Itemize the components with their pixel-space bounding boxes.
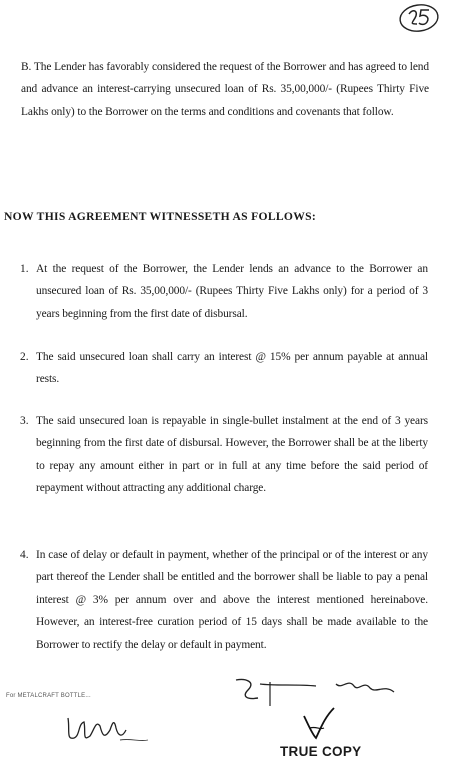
handwritten-page-number bbox=[397, 2, 441, 34]
initial-mark-icon bbox=[294, 704, 344, 744]
clause-number: 1. bbox=[20, 263, 29, 275]
clause-text: The said unsecured loan shall carry an interest @ 15% per annum payable at annual rests. bbox=[36, 351, 428, 386]
recital-b-paragraph: B. The Lender has favorably considered the request of the Borrower and has agreed to lend and advance an interest-carrying unsecured loan of Rs. 35,00,000/- (Rupees Thirty Five Lakhs only) to the Borrower on the terms and conditions and covenants that follow. bbox=[21, 61, 429, 118]
clause-text: At the request of the Borrower, the Lender lends an advance to the Borrower an unsecured loan of Rs. 35,00,000/- (Rupees Thirty Five Lakhs only) for a period of 3 years beginning from the first date of disbursal. bbox=[36, 263, 428, 320]
clause-number: 3. bbox=[20, 415, 29, 427]
true-copy-label: TRUE COPY bbox=[280, 744, 362, 759]
agreement-heading: NOW THIS AGREEMENT WITNESSETH AS FOLLOWS: bbox=[4, 210, 317, 223]
clause-number: 4. bbox=[20, 549, 29, 561]
clause-text: In case of delay or default in payment, whether of the principal or of the interest or any part thereof the Lender shall be entitled and the borrower shall be liable to pay a penal interest @ 3% per annum over and above the interest mentioned hereinabove. However, an interest-free curation period of 15 days shall be made available to the Borrower to rectify the delay or default in payment. bbox=[36, 549, 428, 651]
circled-number-icon bbox=[397, 2, 441, 34]
clause-number: 2. bbox=[20, 351, 29, 363]
left-signature-icon bbox=[60, 700, 160, 750]
clause-text: The said unsecured loan is repayable in single-bullet instalment at the end of 3 years beginning from the first date of disbursal. However, the Borrower shall be at the liberty to repay any amount either in part or in full at any time before the said period of repayment without attracting any additional charge. bbox=[36, 415, 428, 495]
company-stamp-text: For METALCRAFT BOTTLE... bbox=[6, 693, 91, 699]
